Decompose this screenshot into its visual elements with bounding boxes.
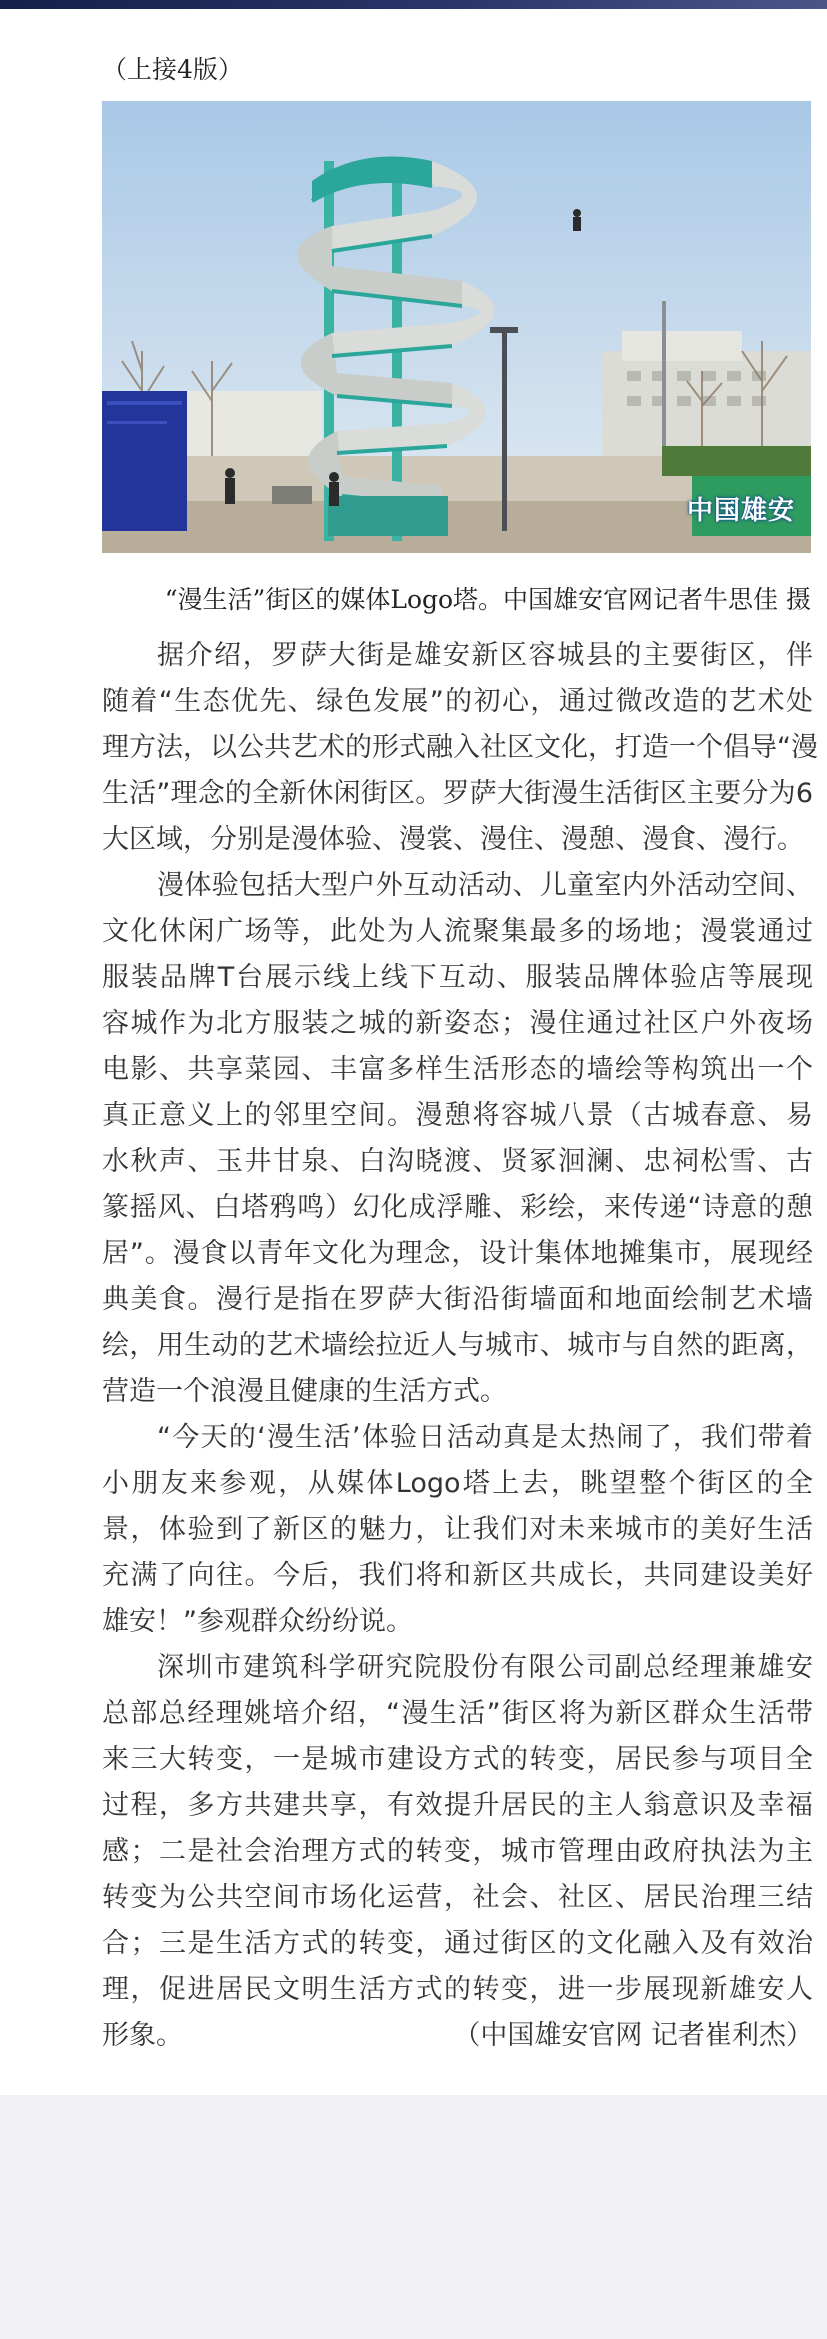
article-line: 来三大转变，一是城市建设方式的转变，居民参与项目全 <box>102 1744 813 1775</box>
article-line: 转变为公共空间市场化运营，社会、社区、居民治理三结 <box>102 1882 813 1913</box>
top-accent-bar <box>0 0 827 9</box>
continued-from-label: （上接4版） <box>102 55 243 84</box>
article-line: 营造一个浪漫且健康的生活方式。 <box>102 1376 507 1407</box>
article-line: 据介绍，罗萨大街是雄安新区容城县的主要街区，伴 <box>157 640 813 671</box>
article-line: 篆摇风、白塔鸦鸣）幻化成浮雕、彩绘，来传递“诗意的憩 <box>102 1192 813 1223</box>
article-line: 总部总经理姚培介绍，“漫生活”街区将为新区群众生活带 <box>102 1698 813 1729</box>
article-paragraph <box>102 1415 813 1645</box>
article-line: 生活”理念的全新休闲街区。罗萨大街漫生活街区主要分为6 <box>102 778 813 809</box>
article-line: 居”。漫食以青年文化为理念，设计集体地摊集市，展现经 <box>102 1238 813 1269</box>
article-closing-line <box>102 2013 813 2059</box>
article-line: 漫体验包括大型户外互动活动、儿童室内外活动空间、 <box>157 870 813 901</box>
article-line: 容城作为北方服装之城的新姿态；漫住通过社区户外夜场 <box>102 1008 813 1039</box>
article-line: 深圳市建筑科学研究院股份有限公司副总经理兼雄安 <box>157 1652 813 1683</box>
article-line: 理方法，以公共艺术的形式融入社区文化，打造一个倡导“漫 <box>102 732 818 763</box>
article-line: 典美食。漫行是指在罗萨大街沿街墙面和地面绘制艺术墙 <box>102 1284 813 1315</box>
article-line: 小朋友来参观，从媒体Logo塔上去，眺望整个街区的全 <box>102 1468 813 1499</box>
watermark-logo: 中国雄安 <box>686 496 795 526</box>
article-line: 理，促进居民文明生活方式的转变，进一步展现新雄安人 <box>102 1974 813 2005</box>
article-paragraph <box>102 863 813 1415</box>
article-paragraph <box>102 1645 813 2059</box>
article-line: 感；二是社会治理方式的转变，城市管理由政府执法为主 <box>102 1836 813 1867</box>
article-line: 大区域，分别是漫体验、漫裳、漫住、漫憩、漫食、漫行。 <box>102 824 804 855</box>
photo-caption: “漫生活”街区的媒体Logo塔。中国雄安官网记者牛思佳 摄 <box>164 585 811 614</box>
article-byline: （中国雄安官网 记者崔利杰） <box>453 2020 813 2051</box>
article-line: 服装品牌T台展示线上线下互动、服装品牌体验店等展现 <box>102 962 813 993</box>
article-line: 过程，多方共建共享，有效提升居民的主人翁意识及幸福 <box>102 1790 813 1821</box>
article-line: 随着“生态优先、绿色发展”的初心，通过微改造的艺术处 <box>102 686 813 717</box>
article-line: 合；三是生活方式的转变，通过街区的文化融入及有效治 <box>102 1928 813 1959</box>
newspaper-page <box>0 9 827 2095</box>
article-line: 真正意义上的邻里空间。漫憩将容城八景（古城春意、易 <box>102 1100 813 1131</box>
article-line: 景，体验到了新区的魅力，让我们对未来城市的美好生活 <box>102 1514 813 1545</box>
article-line: 充满了向往。今后，我们将和新区共成长，共同建设美好 <box>102 1560 813 1591</box>
logo-tower-photo <box>102 101 811 553</box>
article-line: 水秋声、玉井甘泉、白沟晓渡、贤冢洄澜、忠祠松雪、古 <box>102 1146 813 1177</box>
article-line: 雄安！”参观群众纷纷说。 <box>102 1606 413 1637</box>
article-body <box>102 633 818 2059</box>
article-paragraph <box>102 633 818 863</box>
article-closing-text: 形象。 <box>102 2020 183 2051</box>
article-line: 电影、共享菜园、丰富多样生活形态的墙绘等构筑出一个 <box>102 1054 813 1085</box>
spiral-tower-illustration <box>102 101 811 553</box>
article-line: 文化休闲广场等，此处为人流聚集最多的场地；漫裳通过 <box>102 916 813 947</box>
article-line: 绘，用生动的艺术墙绘拉近人与城市、城市与自然的距离， <box>102 1330 813 1361</box>
article-line: “今天的‘漫生活’体验日活动真是太热闹了，我们带着 <box>157 1422 813 1453</box>
